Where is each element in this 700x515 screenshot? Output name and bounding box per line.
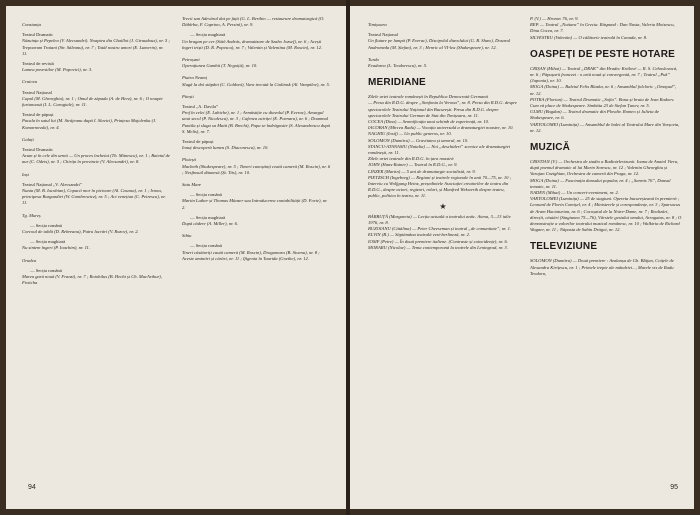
left-column-1: [22, 16, 170, 287]
entry-text: Un bragan pe cer (Sütő András, dramatizare de Szabo Jozsef), nr. 6 ; Acești îngeri triști (D. R. Popescu), nr. 7 ; Valentin și Valentina (M. Roscin), nr. 12.: [182, 38, 323, 50]
city-heading: Turda: [368, 56, 379, 62]
entry-text: Corcoul de tablă (D. Rebreanu), Patru lucrări (V. Rozov), nr. 2.: [22, 229, 139, 235]
section-label: — Secția maghiară: [190, 32, 226, 38]
city-heading: Pitești: [182, 93, 194, 99]
section-label: — Secția română: [190, 243, 222, 249]
entry-text: CRIȘAN (Mihai) — Teatrul „DRAK” din Hradec Králové — R. S. Cehoslovacă, nr. 6 ; Păpușarii francezi : o artă nouă și convergentă, nr. 7 ; Teatrul „Puk” (Japonia), nr. 10.: [530, 65, 678, 84]
city-heading: Timișoara: [368, 22, 387, 27]
section-label: Teatrul de păpuși: [22, 112, 54, 118]
entry-text: Slugă la doi stăpâni (C. Goldoni), Vara trecută la Ciulimsk (Al. Vampilov), nr. 5.: [182, 81, 330, 87]
entry-text: ULMU (Bogdan) — Teatrul dramatic din Plovdiv. Romeo și Julieta de Shakespeare, nr. 6.: [530, 109, 659, 121]
entry-text: După cădere (A. Miller), nr. 6.: [182, 221, 239, 227]
entry-text: Macbeth (Shakespeare), nr. 5 ; Timeri cunoștinți ceată cameră (M. Roscin), nr. 6 ; Nesfinsuil dăunesă (Șt. Tits), nr. 10.: [182, 163, 331, 175]
city-heading: Galați: [22, 136, 34, 142]
entry-text: Evadarea (L. Teodorescu), nr. 5.: [368, 63, 428, 69]
entry-text: MOGA (Doina) — Baletul Felix Blaska, nr. 6 ; Ansamblul folcloric „Omayad”, nr. 12.: [530, 84, 677, 96]
entry-text: NAGHIU (Iosif) — Un public generos, nr. 10.: [368, 131, 452, 137]
entry-text: LINZER (Martin) — 5 ani de dramaturgie socialistă, nr. 9.: [368, 168, 476, 174]
entry-text: POTRA (Florian) — Teatrul Dramatic „Sofia”. Bona și bruia de Ivan Radoev. Cum vă place de Shakespeare. Simbăta 23 de Stefan Țanev, nr. 5.: [530, 96, 675, 109]
section-label: Teatrul „A. Davila”: [182, 104, 219, 110]
section-label: — Secția maghiară: [190, 214, 226, 220]
city-heading: Iași: [22, 171, 29, 177]
entry-text: Trecii san Adevărul dat pe față (G. L. Berthio — restaurare dramaturgică (O. Dăbîrba, F. Caprino, A. Persinì), nr. 9.: [182, 16, 325, 28]
city-heading: Ploiești: [182, 157, 197, 163]
city-heading: Satu Mare: [182, 182, 202, 188]
entry-text: SILVESTRU (Valentin) — O călătorie teatrală în Canada, nr. 8.: [530, 34, 648, 40]
city-heading: Piatra Neamț: [182, 75, 207, 81]
entry-text: Un fluture pe lampă (P. Everac), Discipolul diavolului (G. B. Shaw), Dosarul Andromeda (M. Ștefan), nr. 3 ; Henric al VI-lea (Shakespeare), nr. 12.: [368, 38, 511, 50]
entry-text: BĂRBUȚĂ (Margareta) — Lecția actuală a teatrului antic. Atena, 3—13 iulie 1976, nr. 8.: [368, 213, 511, 226]
right-column-2: [530, 16, 682, 277]
star-divider: ★: [439, 201, 447, 211]
section-label: — Secția română: [30, 267, 62, 273]
entry-text: IOSIF (Petre) — În două premiere italiene. (Contraste și coincidențe), nr. 6.: [368, 238, 508, 244]
city-heading: Craiova: [22, 79, 38, 85]
section-label: Teatrul Național: [22, 89, 52, 95]
section-label: — Secția română: [30, 222, 62, 228]
entry-text: Zilele artei teatrale din R.D.G. în țara noastră: [368, 156, 454, 162]
section-heading: MERIDIANE: [368, 77, 426, 89]
left-column-2: [182, 16, 332, 262]
entry-text: ELVIN (B.) — Săptămâna teatrală vest-berlineză, nr. 2.: [368, 232, 471, 238]
entry-text: SOLOMON (Dumitru) — Gravitatea și umorul, nr. 10.: [368, 137, 469, 143]
entry-text: JOHN (Hans-Rainer) — Teatrul în R.D.G., nr. 9.: [368, 162, 458, 168]
entry-text: Capul (M. Gheorghiu), nr. 1 ; Omul de zăpada (A. de Herz), nr. 6 ; O noapte furtunoasă (I. L. Caragiale), nr. 11.: [22, 95, 163, 108]
entry-text: Acum și în cele din urmă — Un proces încheiat (Th. Mănescu), nr. 1 ; Baietul de aur (C. Odets), nr. 5 ; Chirița în provincie (V. Alecsandri), nr. 8.: [22, 153, 170, 165]
section-label: — Secția maghiară: [30, 239, 66, 245]
city-heading: Sibiu: [182, 233, 192, 239]
entry-text: Ionuț descoperă lumea (S. Diaconescu), nr. 10.: [182, 145, 269, 151]
entry-text: SOLOMON (Dumitru) — Două premiere : Avalanșa de Gh. Blăjan, Coițele de Alexandru Kirițescu, nr. 1 ; Primele trepte ale mândriei..., Marele vis de Radu Teodoru,: [530, 258, 674, 276]
entry-text: Nu sintem îngeri (P. Ioachim), nr. 11.: [22, 245, 90, 251]
entry-text: CRISTIAN (V.) — Orchestra de studio a Radiotelevizunii. Ioana de Anatol Vieru, după poemul dramatic al lui Marin Sorescu, nr. 12 ; Valentin Gheorghiu și Varujan Cozighian, Orchestra de cameră din Praga, nr. 12.: [530, 159, 679, 177]
section-label: — Secția română: [190, 192, 222, 198]
city-heading: Constanța: [22, 22, 41, 27]
entry-text: P. (V.) — Hronov 76, nr. 9.: [530, 16, 579, 21]
right-column-1: [368, 16, 518, 251]
entry-text: Nunta (M. B. Iacobian), Copacii mor în picioare (Al. Casona), nr. 1 ; Ivona, principesa Burgundiei (W. Gombrowicz), nr. 5 ; Act venețian (C. Petrescu), nr. 11.: [22, 188, 166, 206]
entry-text: STANCU-ATANASIU (Natalia) — Noi „deschideri” scenice ale dramaturgiei românești, nr. 11.: [368, 143, 511, 156]
entry-text: Prof în celei (E. Labiche), nr. 1 ; Armăstiție cu diavolul (P. Everac), Amurgul unui secol (P. Niculescu), nr. 3 ; Cafenea actriței (E. Poenaru), nr. 6 ; Doamnul Puntila și sluga sa Matti (B. Brecht), Papa se îndrăgostie (S. Alexandrescu după S. Melis), nr. 7.: [182, 110, 330, 134]
entry-text: — Presa din R.D.G. despre „Simfonia la Verona”, nr. 8. Presa din R.D.G. despre spectacolele Teatrului Național din București. Presa din R.D.G. despre spectacolele Teatrului German de Stat din Timișoara, nr. 11.: [368, 100, 517, 118]
left-page: [6, 6, 346, 509]
entry-text: REP. — Teatrul „Nottara” în Grecia. Răspund : Dan Nasta, Valeriu Moisescu, Dina Cocea, nr. 7.: [530, 22, 675, 34]
entry-text: Lumea povestilor (M. Popovici), nr. 3.: [22, 67, 93, 73]
section-label: Teatrul de revistă: [22, 61, 54, 67]
entry-text: Marea gară nouă (V. Franzi), nr. 7 ; Rotobilus (B. Hecht și Ch. MacArthur), Fivitcha: [22, 274, 162, 286]
page-number-right: 95: [670, 484, 678, 491]
section-label: Teatrul Național „V. Alecsandri”: [22, 181, 82, 187]
entry-text: Operațiunea Gambit (T. Negoiță), nr. 10.: [182, 63, 258, 69]
entry-text: MOGA (Doina) — Fascinația dansului popular, nr. 4 ; „Sarmis 76”, Dansul tematic, nr. 11.: [530, 177, 671, 189]
section-label: Teatrul Dramatic: [22, 32, 54, 38]
section-heading: MUZICĂ: [530, 142, 571, 154]
entry-text: Năzuința și Pepelea (V. Alecsandri). Noaptea din Chaillot (J. Giraudoux), nr. 5 ; Trepoarum Traiani (Sir. Săleanu), nr. 7 ; Tatăl nostru umori (E. Lumerin), nr. 11.: [22, 38, 170, 56]
section-label: Teatrul de păpuși: [182, 139, 214, 145]
entry-text: BUZOIANU (Cătălina) — Peter Cheeseman și teatrul „de comunitate”, nr. 1.: [368, 226, 512, 232]
entry-text: Martin Luther și Thomas Münzer sau Introducerea contabilității (D. Forte), nr. 2.: [182, 198, 328, 210]
city-heading: Oradea: [22, 257, 37, 263]
entry-text: VARTOLOMEI (Luminița) — Ansamblul de balet al Teatrului Mare din Varșovia, nr. 12.: [530, 121, 680, 133]
section-heading: OASPEȚI DE PESTE HOTARE: [530, 48, 675, 60]
entry-text: MORARU (Nicolae) — Tema contemporană la teatrele din Leningrad, nr. 3.: [368, 244, 508, 250]
entry-text: COCEA (Dina) — Semnificația unui schimb de experiență, nr. 10.: [368, 119, 490, 125]
section-label: Teatrul Dramatic: [22, 147, 54, 153]
entry-text: NADEN (Mihai) — Un concert-eveniment, nr. 2.: [530, 190, 619, 196]
city-heading: Petroșani: [182, 57, 200, 63]
entry-text: VARTOLOMEI (Luminița) — 25 de stagiuni. Opereta bucureșteană în premieră ; Leonard de Florin Comișel, nr. 4 ; Ministerele și corespondențe, nr. 3 ; Sparsocus de Aram Haciaturian, nr. 6 ; Cocoșatul de la Notre-Dame, nr. 7 ; Realizări, direcții, căutări (Stagiunea 75—76), Vârstele gestului omului, Arragatas, nr. 8 ; O demonstrație a valorilor teatrului muzical românesc, nr. 10 ; Walkiria de Richard Wagner, nr. 11 ; Năpasta de Sabin Drăgoi, nr. 12.: [530, 196, 682, 233]
page-number-left: 94: [28, 484, 36, 491]
city-heading: Tg. Mureș: [22, 212, 41, 218]
section-label: Teatrul Național: [368, 32, 398, 38]
entry-text: Zilele artei teatrale românești în Republica Democrată Germană: [368, 94, 488, 100]
right-page: [350, 6, 694, 509]
section-heading: TELEVIZIUNE: [530, 241, 598, 253]
entry-text: IACOBAN (Mircea Radu) — Vocația universală a dramaturgiei noastre, nr. 10.: [368, 125, 514, 131]
entry-text: PIETZSCH (Ingeborg) — Regiuni și teatrele regionale în anii 70—75, nr. 10 ; Interviu cu Wolfgang Heinz, președintele Asociației creatorilor de teatru din R.D.G., despre actori, regizori, roluri, și Manfred Wekwerth despre teatru, public, politica în teatru, nr. 11.: [368, 174, 512, 199]
entry-text: Tineri căsătoriți caută cameră (M. Roscin), Dragomara (B. Stoenu), nr. 8 ; Aceste amintiri și cărări, nr. 11 ; Ifigenia în Taurida (Goethe), nr. 12.: [182, 249, 320, 261]
entry-text: Pacala în satul lui (M. Străjeanu după I. Slavici), Prințesa Majolenka (J. Komarnovski), nr. 4.: [22, 118, 157, 130]
